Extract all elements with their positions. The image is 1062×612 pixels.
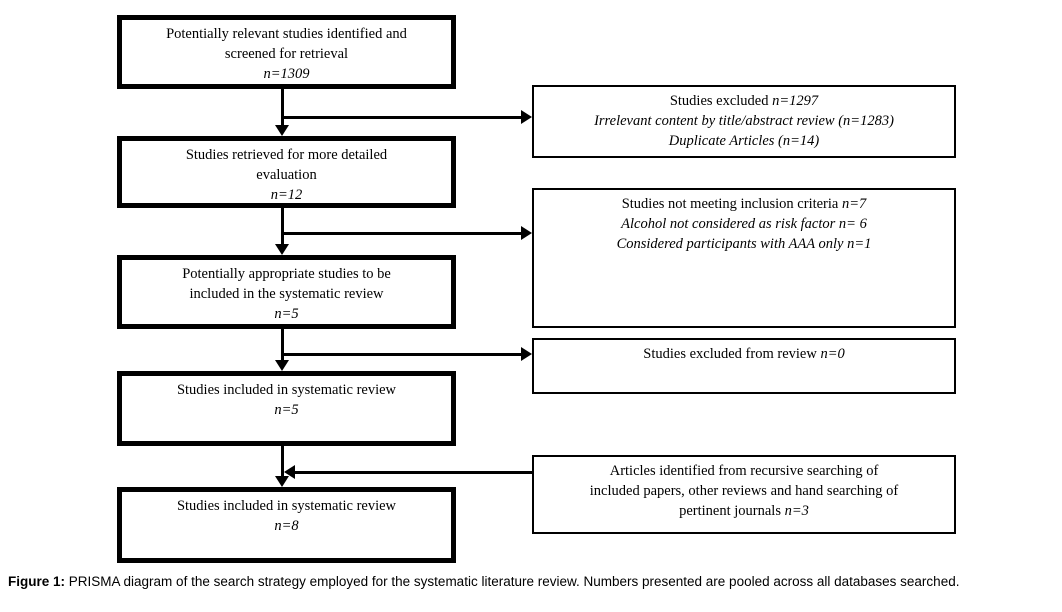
arrow-recursive-articles-to-flow [284,465,532,479]
text-line: Irrelevant content by title/abstract review (n=1283) [594,113,894,129]
flow-box-excluded-1297 [532,85,956,158]
figure-caption-text: PRISMA diagram of the search strategy employed for the systematic literature review. Numbers presented are pooled across all databases searched. [65,574,960,589]
text-line: n=8 [274,518,299,534]
arrow-stem [282,232,523,235]
text-line: pertinent journals n=3 [679,503,809,519]
arrowhead-left-icon [284,465,295,479]
text-line: Studies excluded n=1297 [669,93,819,109]
arrowhead-right-icon [521,110,532,124]
text-line: n=5 [274,402,299,418]
text-line: Studies included in systematic review [176,498,397,514]
arrow-stem [282,116,523,119]
text-line: Studies not meeting inclusion criteria n=7 [621,196,867,212]
text-line: Considered participants with AAA only n=1 [616,236,872,252]
flow-box-included-5 [117,371,456,446]
figure-caption [8,573,1054,592]
text-line: Potentially relevant studies identified and [166,26,407,42]
flow-box-included-8 [117,487,456,563]
text-line: Duplicate Articles (n=14) [668,133,820,149]
flow-box-not-meeting-criteria [532,188,956,328]
text-line: n=12 [270,187,303,203]
text-line: included in the systematic review [189,286,384,302]
arrow-branch-to-excluded-1297 [282,110,532,124]
text-line: evaluation [256,167,317,183]
arrowhead-right-icon [521,226,532,240]
text-line: Alcohol not considered as risk factor n= 6 [621,216,867,232]
text-line: Articles identified from recursive searching of [609,463,879,479]
flow-box-excluded-0 [532,338,956,394]
text-line: n=5 [274,306,299,322]
text-line: Potentially appropriate studies to be [182,266,391,282]
arrow-stem [293,471,532,474]
arrowhead-down-icon [275,125,289,136]
arrow-branch-to-excluded-0 [282,347,532,361]
text-line: Studies excluded from review n=0 [643,346,845,362]
arrowhead-right-icon [521,347,532,361]
flow-box-appropriate [117,255,456,329]
text-line: n=1309 [263,66,310,82]
text-line: Studies included in systematic review [176,382,397,398]
flow-box-retrieved [117,136,456,208]
arrow-stem [282,353,523,356]
arrowhead-down-icon [275,360,289,371]
text-line: screened for retrieval [224,46,349,62]
text-line: Studies retrieved for more detailed [185,147,388,163]
figure-caption-label: Figure 1: [8,574,66,589]
arrow-branch-to-not-meeting-criteria [282,226,532,240]
flow-box-screened [117,15,456,89]
text-line: included papers, other reviews and hand searching of [589,483,899,499]
arrowhead-down-icon [275,244,289,255]
flow-box-recursive-articles [532,455,956,534]
